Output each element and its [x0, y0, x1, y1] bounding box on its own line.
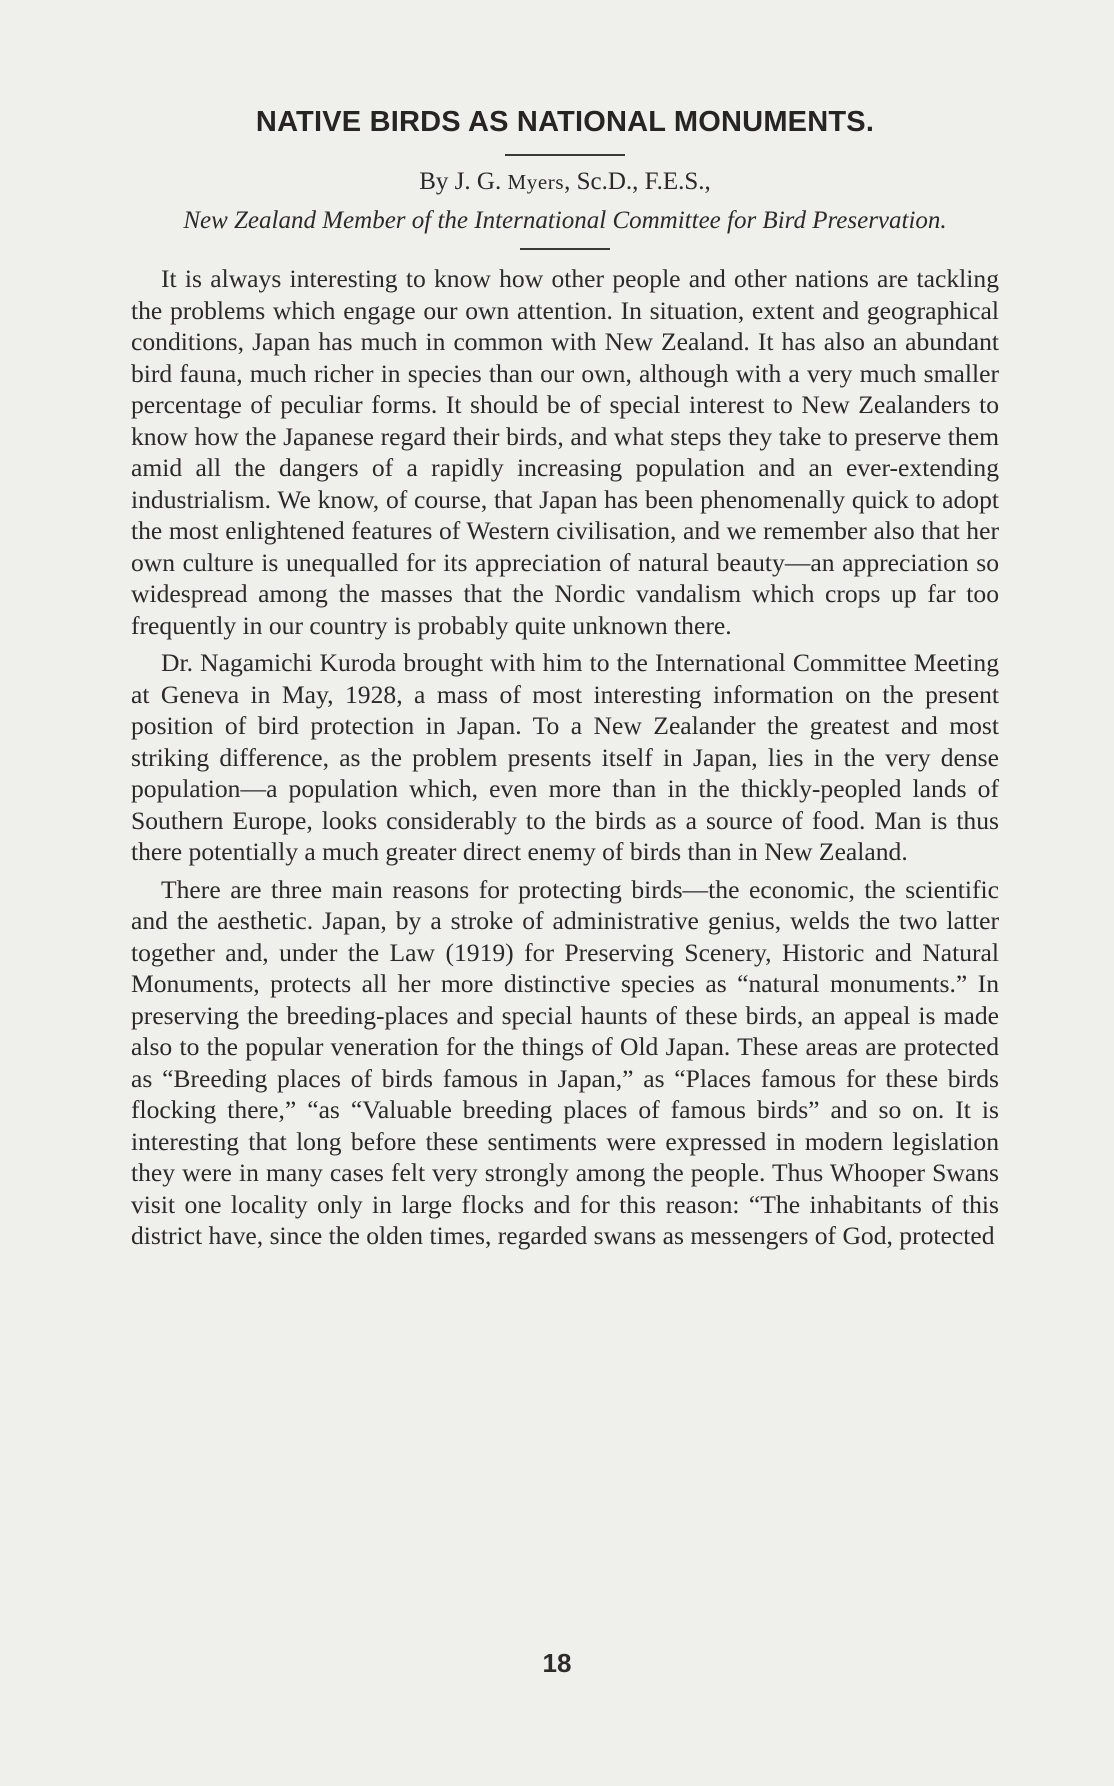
- paragraph: Dr. Nagamichi Kuroda brought with him to the International Committee Meeting at Geneva in May, 1928, a mass of most interesting information on the present position of bird protection in Japan. To a New Zealander the greatest and most striking difference, as the problem presents itself in Japan, lies in the very dense population—a population which, even more than in the thickly-peopled lands of Southern Europe, looks considerably to the birds as a source of food. Man is thus there potentially a much greater direct enemy of birds than in New Zealand.: [131, 648, 999, 866]
- byline: [131, 166, 999, 198]
- byline-prefix: By J. G.: [419, 168, 508, 195]
- page-number: 18: [542, 1648, 572, 1678]
- byline-name: Myers: [507, 170, 565, 194]
- article-title: NATIVE BIRDS AS NATIONAL MONUMENTS.: [255, 106, 875, 138]
- paragraph: There are three main reasons for protecting birds—the economic, the scientific and the aesthetic. Japan, by a stroke of administrative genius, welds the two latter together and, under the Law (1919) for Preserving Scenery, Historic and Natural Monuments, protects all her more distinctive species as “natural monuments.” In preserving the breeding-places and special haunts of these birds, an appeal is made also to the popular veneration for the things of Old Japan. These areas are protected as “Breeding places of birds famous in Japan,” as “Places famous for these birds flocking there,” “as “Valuable breeding places of famous birds” and so on. It is interesting that long before these sentiments were expressed in modern legislation they were in many cases felt very strongly among the people. Thus Whooper Swans visit one locality only in large flocks and for this reason: “The inhabitants of this district have, since the olden times, regarded swans as messengers of God, protected: [131, 874, 999, 1250]
- article-body: [131, 263, 999, 1252]
- page-content: [131, 104, 999, 1704]
- title-rule: [505, 154, 625, 156]
- paragraph: It is always interesting to know how other people and other nations are tackling the problems which engage our own attention. In situation, extent and geographical conditions, Japan has much in common with New Zealand. It has also an abundant bird fauna, much richer in species than our own, although with a very much smaller percentage of peculiar forms. It should be of special interest to New Zealanders to know how the Japanese regard their birds, and what steps they take to preserve them amid all the dangers of a rapidly increasing population and an ever-extending industrialism. We know, of course, that Japan has been phenomenally quick to adopt the most enlightened features of Western civilisation, and we remember also that her own culture is unequalled for its appreciation of natural beauty—an appreciation so widespread among the masses that the Nordic vandalism which crops up far too frequently in our country is probably quite unknown there.: [131, 264, 999, 640]
- author-affiliation: New Zealand Member of the International Committee for Bird Preservation.: [183, 207, 947, 234]
- affiliation-rule: [520, 248, 610, 250]
- byline-suffix: , Sc.D., F.E.S.,: [564, 168, 711, 195]
